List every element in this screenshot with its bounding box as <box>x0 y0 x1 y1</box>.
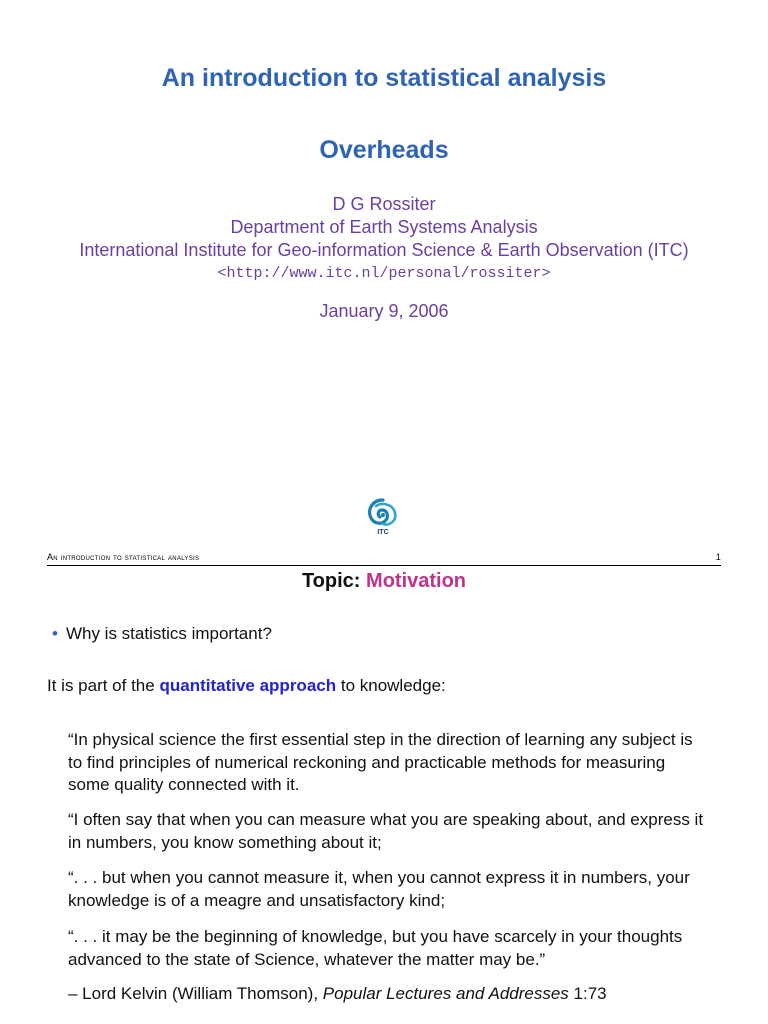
quote-paragraph: “I often say that when you can measure what you are speaking about, and express it in numbers, you know something about it; <box>68 810 704 852</box>
running-head-title: An introduction to statistical analysis <box>47 552 200 562</box>
running-head <box>47 552 721 566</box>
author-block <box>0 193 768 285</box>
document-date: January 9, 2006 <box>319 301 449 321</box>
header-rule <box>47 565 721 566</box>
lead-before: It is part of the <box>47 676 155 695</box>
quote-attribution <box>68 984 607 1004</box>
page-number: 1 <box>715 552 721 562</box>
quote-paragraph: “. . . but when you cannot measure it, when you cannot express it in numbers, your knowledge is of a meagre and unsatisfactory kind; <box>68 868 690 910</box>
attribution-ref: 1:73 <box>573 984 607 1003</box>
document-subtitle: Overheads <box>319 136 449 164</box>
author-department: Department of Earth Systems Analysis <box>230 217 538 237</box>
topic-heading <box>0 570 768 593</box>
topic-label: Topic: <box>301 570 361 592</box>
topic-accent: Motivation <box>366 570 467 592</box>
quote-paragraph: “In physical science the first essential step in the direction of learning any subject is to find principles of numerical reckoning and practicable methods for measuring some quality connected with it. <box>68 730 693 794</box>
attribution-work: Popular Lectures and Addresses <box>322 984 569 1003</box>
bullet-item <box>52 624 272 644</box>
attribution-prefix: – Lord Kelvin (William Thomson), <box>68 984 319 1003</box>
document-title: An introduction to statistical analysis <box>161 64 607 92</box>
bullet-dot-icon: • <box>52 624 58 643</box>
lead-highlight: quantitative approach <box>159 676 337 695</box>
author-url-link[interactable]: <http://www.itc.nl/personal/rossiter> <box>217 265 551 282</box>
author-institute: International Institute for Geo-information Science & Earth Observation (ITC) <box>79 240 689 260</box>
lead-after: to knowledge: <box>340 676 446 695</box>
author-name: D G Rossiter <box>332 194 436 214</box>
quote-paragraph: “. . . it may be the beginning of knowledge, but you have scarcely in your thoughts advanced to the state of Science, whatever the matter may be.” <box>68 927 683 969</box>
itc-logo-text: ITC <box>377 529 389 536</box>
bullet-text: Why is statistics important? <box>65 624 272 643</box>
lead-sentence <box>47 676 446 696</box>
itc-logo <box>364 496 402 536</box>
